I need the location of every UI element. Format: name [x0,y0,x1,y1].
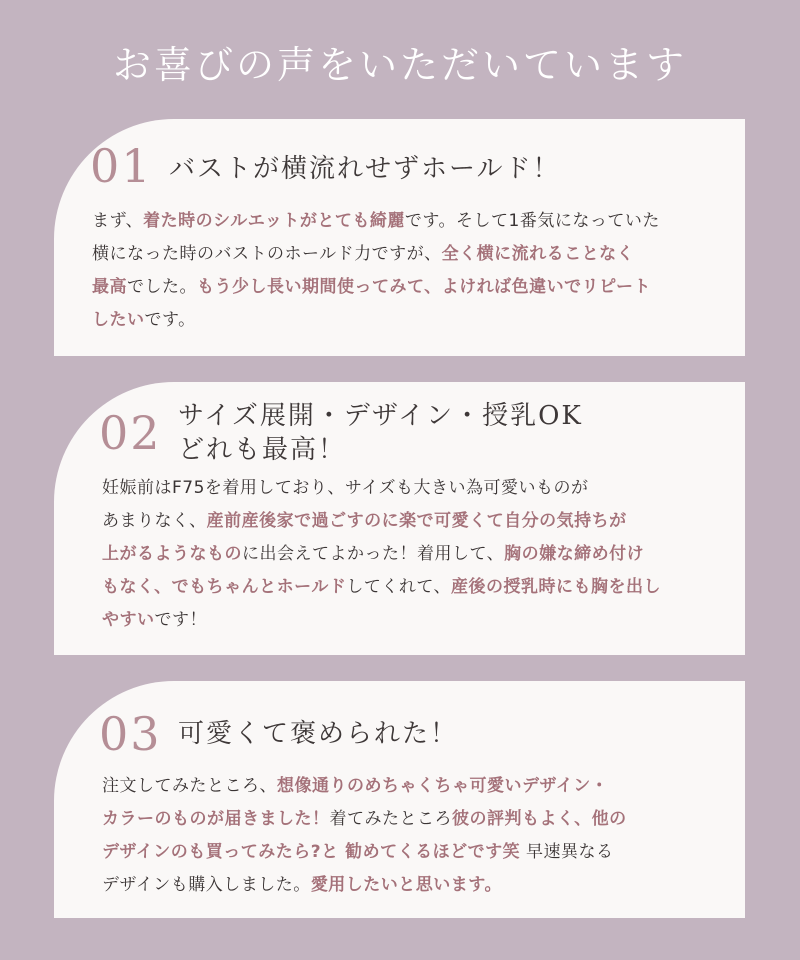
review-text: です！ [154,610,207,630]
highlighted-text: 上がるようなもの [102,544,242,564]
review-line [102,869,627,902]
review-title [178,717,458,751]
review-text: してくれて、 [346,577,451,597]
review-body [102,770,627,902]
review-title-line: バストが横流れせずホールド！ [169,154,561,184]
review-line [102,538,661,571]
review-text: 横になった時のバストのホールド力ですが、 [92,244,442,264]
review-line [92,238,660,271]
review-line [102,836,627,869]
review-number: 03 [99,707,162,761]
review-text: あまりなく、 [102,511,207,531]
review-text: に出会えてよかった！着用して、 [242,544,505,564]
review-number: 02 [99,406,162,460]
review-title-line: 可愛くて褒められた！ [178,719,459,749]
review-line [92,271,660,304]
review-line [92,205,660,238]
review-text: 注文してみたところ、 [102,776,277,796]
review-line [102,770,627,803]
highlighted-text: もなく、でもちゃんとホールド [102,577,347,597]
review-line [102,505,661,538]
highlighted-text: 彼の評判もよく、他の [452,809,627,829]
review-text: 着てみたところ [329,809,452,829]
highlighted-text: デザインのも買ってみたら?と 勧めてくるほどです笑 [102,842,521,862]
review-text: です。そして1番気になっていた [404,211,660,231]
review-text: デザインも購入しました。 [102,875,311,895]
review-text: 早速異なる [520,842,614,862]
review-line [102,571,661,604]
review-text: でした。 [127,277,197,297]
highlighted-text: カラーのものが届きました！ [102,809,330,829]
highlighted-text: 産前産後家で過ごすのに楽で可愛くて自分の気持ちが [206,511,627,531]
highlighted-text: 全く横に流れることなく [441,244,635,264]
highlighted-text: もう少し長い期間使ってみて、よければ色違いでリピート [197,277,651,297]
review-title-line: サイズ展開・デザイン・授乳OK [178,401,583,431]
review-title-line: どれも最高！ [178,435,347,465]
highlighted-text: 愛用したいと思います。 [310,875,502,895]
section-heading: お喜びの声をいただいています [112,43,687,87]
highlighted-text: したい [92,310,145,330]
review-card-2 [54,382,745,655]
highlighted-text: やすい [102,610,155,630]
review-line [102,803,627,836]
highlighted-text: 最高 [92,277,127,297]
review-body [102,472,661,637]
review-title [178,399,583,467]
highlighted-text: 産後の授乳時にも胸を出し [451,577,661,597]
review-title [169,152,560,186]
highlighted-text: 想像通りのめちゃくちゃ可愛いデザイン・ [277,776,609,796]
review-number: 01 [90,139,153,193]
review-text: 妊娠前はF75を着用しており、サイズも大きい為可愛いものが [102,478,589,498]
review-body [92,205,660,337]
highlighted-text: 着た時のシルエットがとても綺麗 [143,211,405,231]
review-text: です。 [144,310,196,330]
review-text: まず、 [92,211,144,231]
review-line [102,472,661,505]
review-card-3 [54,681,745,918]
highlighted-text: 胸の嫌な締め付け [504,544,645,564]
review-card-1 [54,119,745,356]
review-line [92,304,660,337]
review-line [102,604,661,637]
